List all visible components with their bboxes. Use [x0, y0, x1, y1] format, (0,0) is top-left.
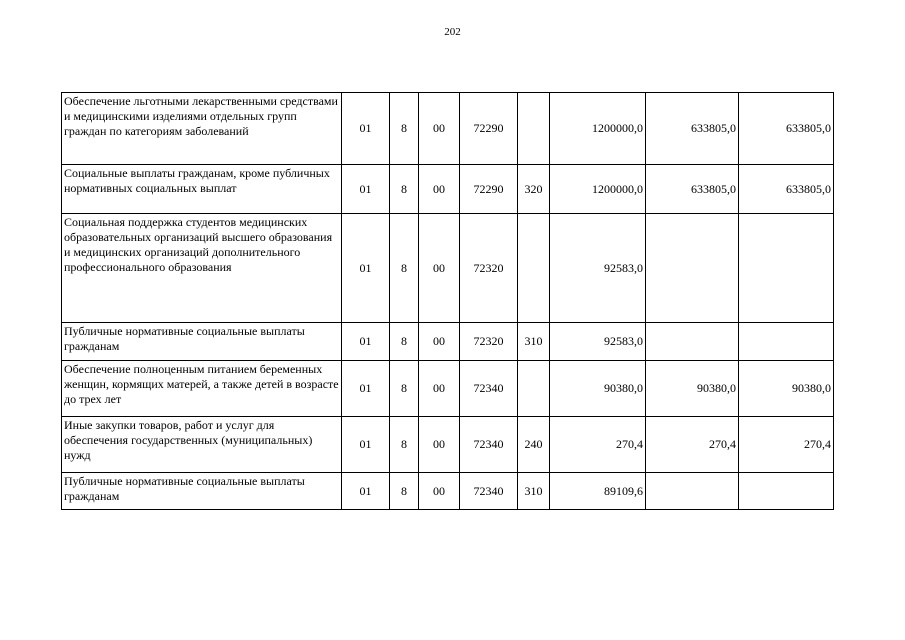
row-name: Публичные нормативные социальные выплаты гражданам — [62, 323, 342, 361]
cell-section: 01 — [342, 361, 390, 417]
cell-program: 8 — [390, 473, 419, 510]
cell-amount-2 — [646, 473, 739, 510]
cell-expense-type — [518, 361, 550, 417]
cell-amount-3: 90380,0 — [739, 361, 834, 417]
cell-amount-3: 633805,0 — [739, 93, 834, 165]
cell-program: 8 — [390, 417, 419, 473]
cell-program: 8 — [390, 214, 419, 323]
table-row — [62, 93, 834, 165]
cell-program: 8 — [390, 361, 419, 417]
cell-direction: 72290 — [460, 93, 518, 165]
cell-direction: 72340 — [460, 361, 518, 417]
cell-amount-1: 1200000,0 — [550, 93, 646, 165]
cell-amount-3 — [739, 214, 834, 323]
table-row — [62, 165, 834, 214]
cell-amount-3 — [739, 473, 834, 510]
cell-amount-3: 270,4 — [739, 417, 834, 473]
cell-amount-3 — [739, 323, 834, 361]
table-row — [62, 323, 834, 361]
cell-amount-1: 92583,0 — [550, 323, 646, 361]
cell-section: 01 — [342, 473, 390, 510]
row-name: Публичные нормативные социальные выплаты гражданам — [62, 473, 342, 510]
cell-amount-1: 1200000,0 — [550, 165, 646, 214]
cell-direction: 72340 — [460, 473, 518, 510]
cell-subprogram: 00 — [419, 417, 460, 473]
cell-section: 01 — [342, 417, 390, 473]
cell-program: 8 — [390, 323, 419, 361]
page-number: 202 — [444, 26, 461, 38]
cell-amount-2: 633805,0 — [646, 93, 739, 165]
table-row — [62, 473, 834, 510]
cell-subprogram: 00 — [419, 361, 460, 417]
cell-expense-type: 240 — [518, 417, 550, 473]
table-row — [62, 214, 834, 323]
cell-section: 01 — [342, 165, 390, 214]
cell-amount-2: 633805,0 — [646, 165, 739, 214]
cell-expense-type: 320 — [518, 165, 550, 214]
cell-amount-1: 89109,6 — [550, 473, 646, 510]
cell-expense-type: 310 — [518, 323, 550, 361]
cell-amount-2 — [646, 214, 739, 323]
table-row — [62, 417, 834, 473]
cell-expense-type — [518, 93, 550, 165]
cell-subprogram: 00 — [419, 165, 460, 214]
cell-program: 8 — [390, 93, 419, 165]
cell-subprogram: 00 — [419, 323, 460, 361]
cell-direction: 72320 — [460, 323, 518, 361]
row-name: Социальные выплаты гражданам, кроме публичных нормативных социальных выплат — [62, 165, 342, 214]
cell-subprogram: 00 — [419, 93, 460, 165]
cell-subprogram: 00 — [419, 214, 460, 323]
cell-section: 01 — [342, 323, 390, 361]
budget-table — [61, 92, 834, 510]
table-row — [62, 361, 834, 417]
cell-direction: 72320 — [460, 214, 518, 323]
row-name: Иные закупки товаров, работ и услуг для обеспечения государственных (муниципальных) нужд — [62, 417, 342, 473]
cell-amount-3: 633805,0 — [739, 165, 834, 214]
cell-program: 8 — [390, 165, 419, 214]
row-name: Обеспечение льготными лекарственными средствами и медицинскими изделиями отдельных групп граждан по категориям заболеваний — [62, 93, 342, 165]
cell-direction: 72290 — [460, 165, 518, 214]
cell-amount-2: 90380,0 — [646, 361, 739, 417]
cell-amount-1: 270,4 — [550, 417, 646, 473]
row-name: Обеспечение полноценным питанием беременных женщин, кормящих матерей, а также детей в возрасте до трех лет — [62, 361, 342, 417]
cell-amount-1: 90380,0 — [550, 361, 646, 417]
cell-amount-2 — [646, 323, 739, 361]
cell-amount-2: 270,4 — [646, 417, 739, 473]
row-name: Социальная поддержка студентов медицинских образовательных организаций высшего образования и медицинских организаций дополнительного профессионального образования — [62, 214, 342, 323]
cell-expense-type — [518, 214, 550, 323]
cell-section: 01 — [342, 93, 390, 165]
cell-direction: 72340 — [460, 417, 518, 473]
cell-expense-type: 310 — [518, 473, 550, 510]
cell-amount-1: 92583,0 — [550, 214, 646, 323]
cell-subprogram: 00 — [419, 473, 460, 510]
cell-section: 01 — [342, 214, 390, 323]
